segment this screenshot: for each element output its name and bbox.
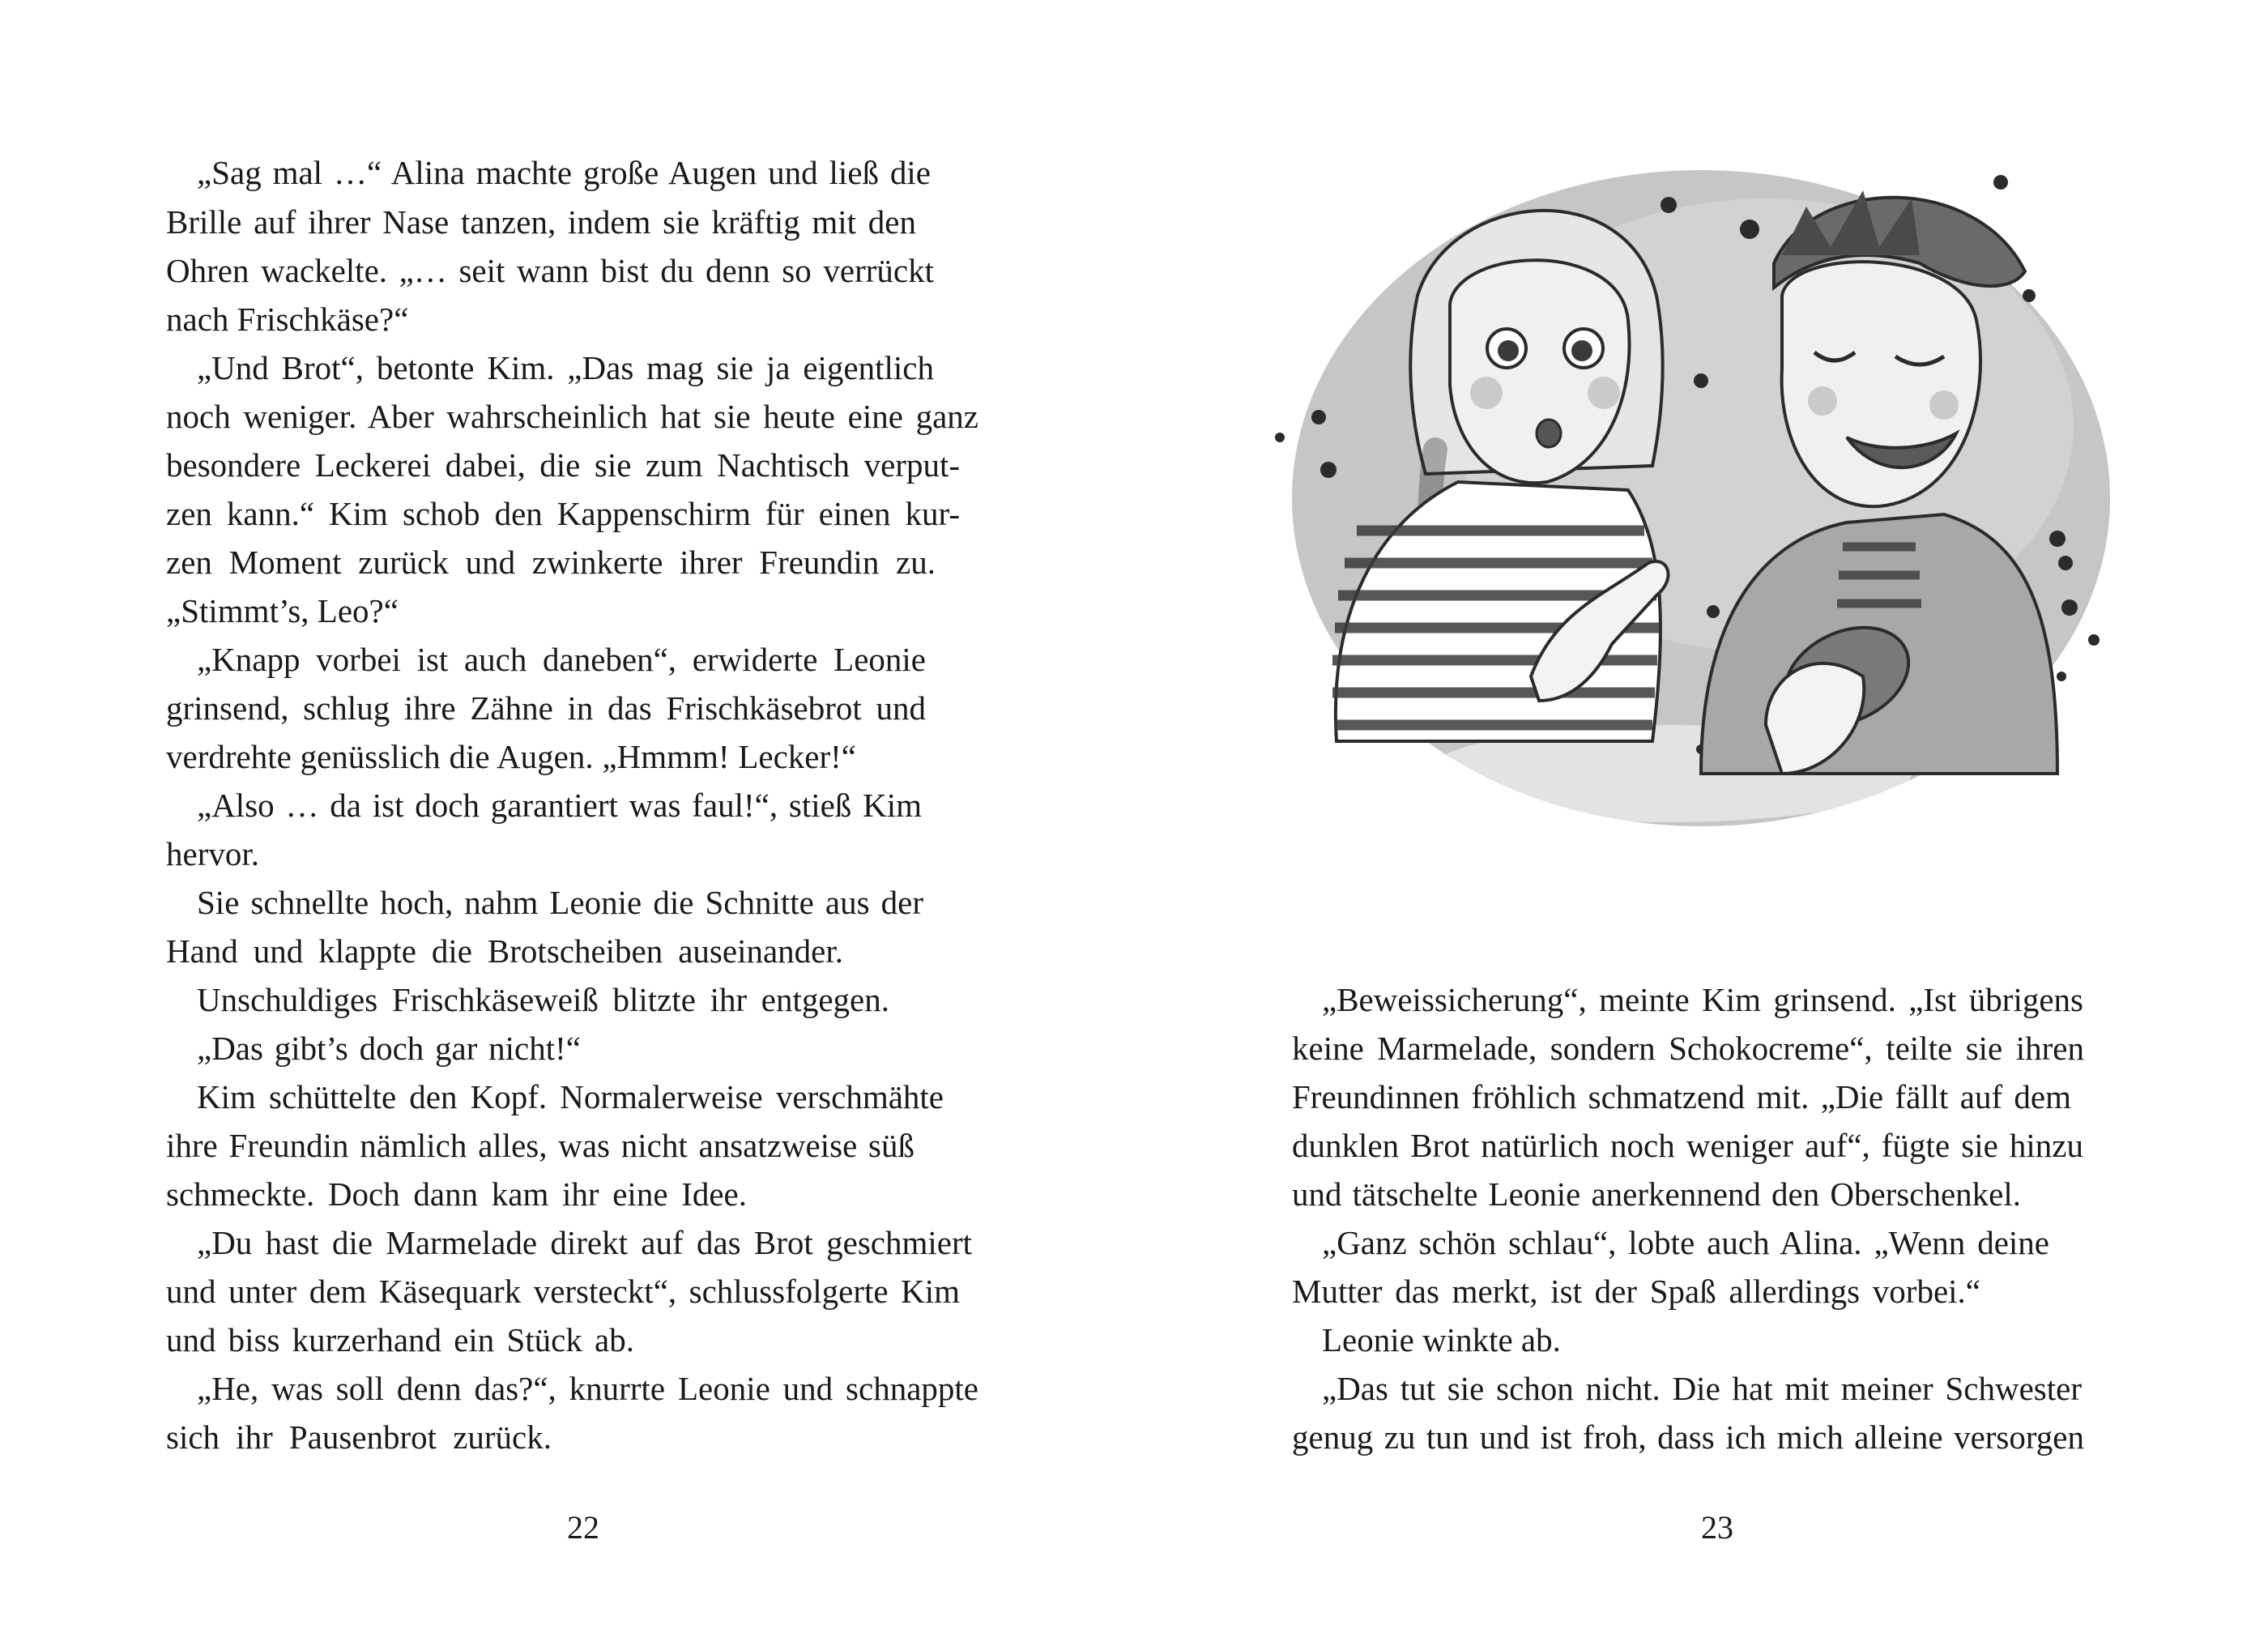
text-line: Sie schnellte hoch, nahm Leonie die Schnitte aus der [197, 884, 923, 921]
text-line: „Also … da ist doch garantiert was faul!“, stieß Kim [197, 787, 922, 824]
text-line: und tätschelte Leonie anerkennend den Oberschenkel. [1292, 1175, 2021, 1213]
text-line: Ohren wackelte. „… seit wann bist du denn so verrückt [166, 252, 934, 289]
text-line: Unschuldiges Frischkäseweiß blitzte ihr entgegen. [197, 981, 889, 1018]
page-number: 22 [567, 1509, 599, 1546]
text-line: zen kann.“ Kim schob den Kappenschirm für einen kur- [166, 495, 960, 532]
text-line: und biss kurzerhand ein Stück ab. [166, 1321, 634, 1358]
text-line: Mutter das merkt, ist der Spaß allerdings vorbei.“ [1292, 1273, 1980, 1310]
text-line: noch weniger. Aber wahrscheinlich hat sie heute eine ganz [166, 398, 978, 435]
text-line: ihre Freundin nämlich alles, was nicht ansatzweise süß [166, 1127, 914, 1164]
text-line: keine Marmelade, sondern Schokocreme“, teilte sie ihren [1292, 1030, 2084, 1067]
text-line: dunklen Brot natürlich noch weniger auf“, fügte sie hinzu [1292, 1127, 2083, 1164]
text-line: „Ganz schön schlau“, lobte auch Alina. „Wenn deine [1322, 1224, 2049, 1261]
text-line: Freundinnen fröhlich schmatzend mit. „Die fällt auf dem [1292, 1078, 2071, 1115]
text-line: besondere Leckerei dabei, die sie zum Nachtisch verput- [166, 446, 960, 484]
illustration-girl-and-boy [1247, 158, 2114, 919]
text-line: genug zu tun und ist froh, dass ich mich alleine versorgen [1292, 1418, 2084, 1456]
text-line: sich ihr Pausenbrot zurück. [166, 1418, 552, 1456]
text-line: „Das tut sie schon nicht. Die hat mit meiner Schwester [1322, 1370, 2082, 1407]
text-line: nach Frischkäse?“ [166, 301, 409, 338]
text-line: „Knapp vorbei ist auch daneben“, erwiderte Leonie [197, 641, 926, 678]
text-line: „Und Brot“, betonte Kim. „Das mag sie ja eigentlich [197, 349, 934, 386]
text-line: „Das gibt’s doch gar nicht!“ [197, 1030, 581, 1067]
text-line: Brille auf ihrer Nase tanzen, indem sie kräftig mit den [166, 203, 916, 241]
page-number: 23 [1701, 1509, 1733, 1546]
text-line: „He, was soll denn das?“, knurrte Leonie und schnappte [197, 1370, 978, 1407]
text-line: hervor. [166, 835, 259, 872]
text-line: Hand und klappte die Brotscheiben auseinander. [166, 932, 843, 970]
text-line: Leonie winkte ab. [1322, 1321, 1561, 1358]
text-line: grinsend, schlug ihre Zähne in das Frischkäsebrot und [166, 689, 926, 727]
text-line: „Sag mal …“ Alina machte große Augen und ließ die [197, 154, 931, 191]
text-line: „Du hast die Marmelade direkt auf das Brot geschmiert [197, 1224, 972, 1261]
text-line: zen Moment zurück und zwinkerte ihrer Freundin zu. [166, 544, 936, 581]
text-line: „Beweissicherung“, meinte Kim grinsend. „Ist übrigens [1322, 981, 2083, 1018]
text-line: Kim schüttelte den Kopf. Normalerweise verschmähte [197, 1078, 944, 1115]
text-line: und unter dem Käsequark versteckt“, schlussfolgerte Kim [166, 1273, 960, 1310]
text-line: verdrehte genüsslich die Augen. „Hmmm! Lecker!“ [166, 738, 856, 775]
text-line: schmeckte. Doch dann kam ihr eine Idee. [166, 1175, 747, 1213]
text-line: „Stimmt’s, Leo?“ [166, 592, 399, 629]
